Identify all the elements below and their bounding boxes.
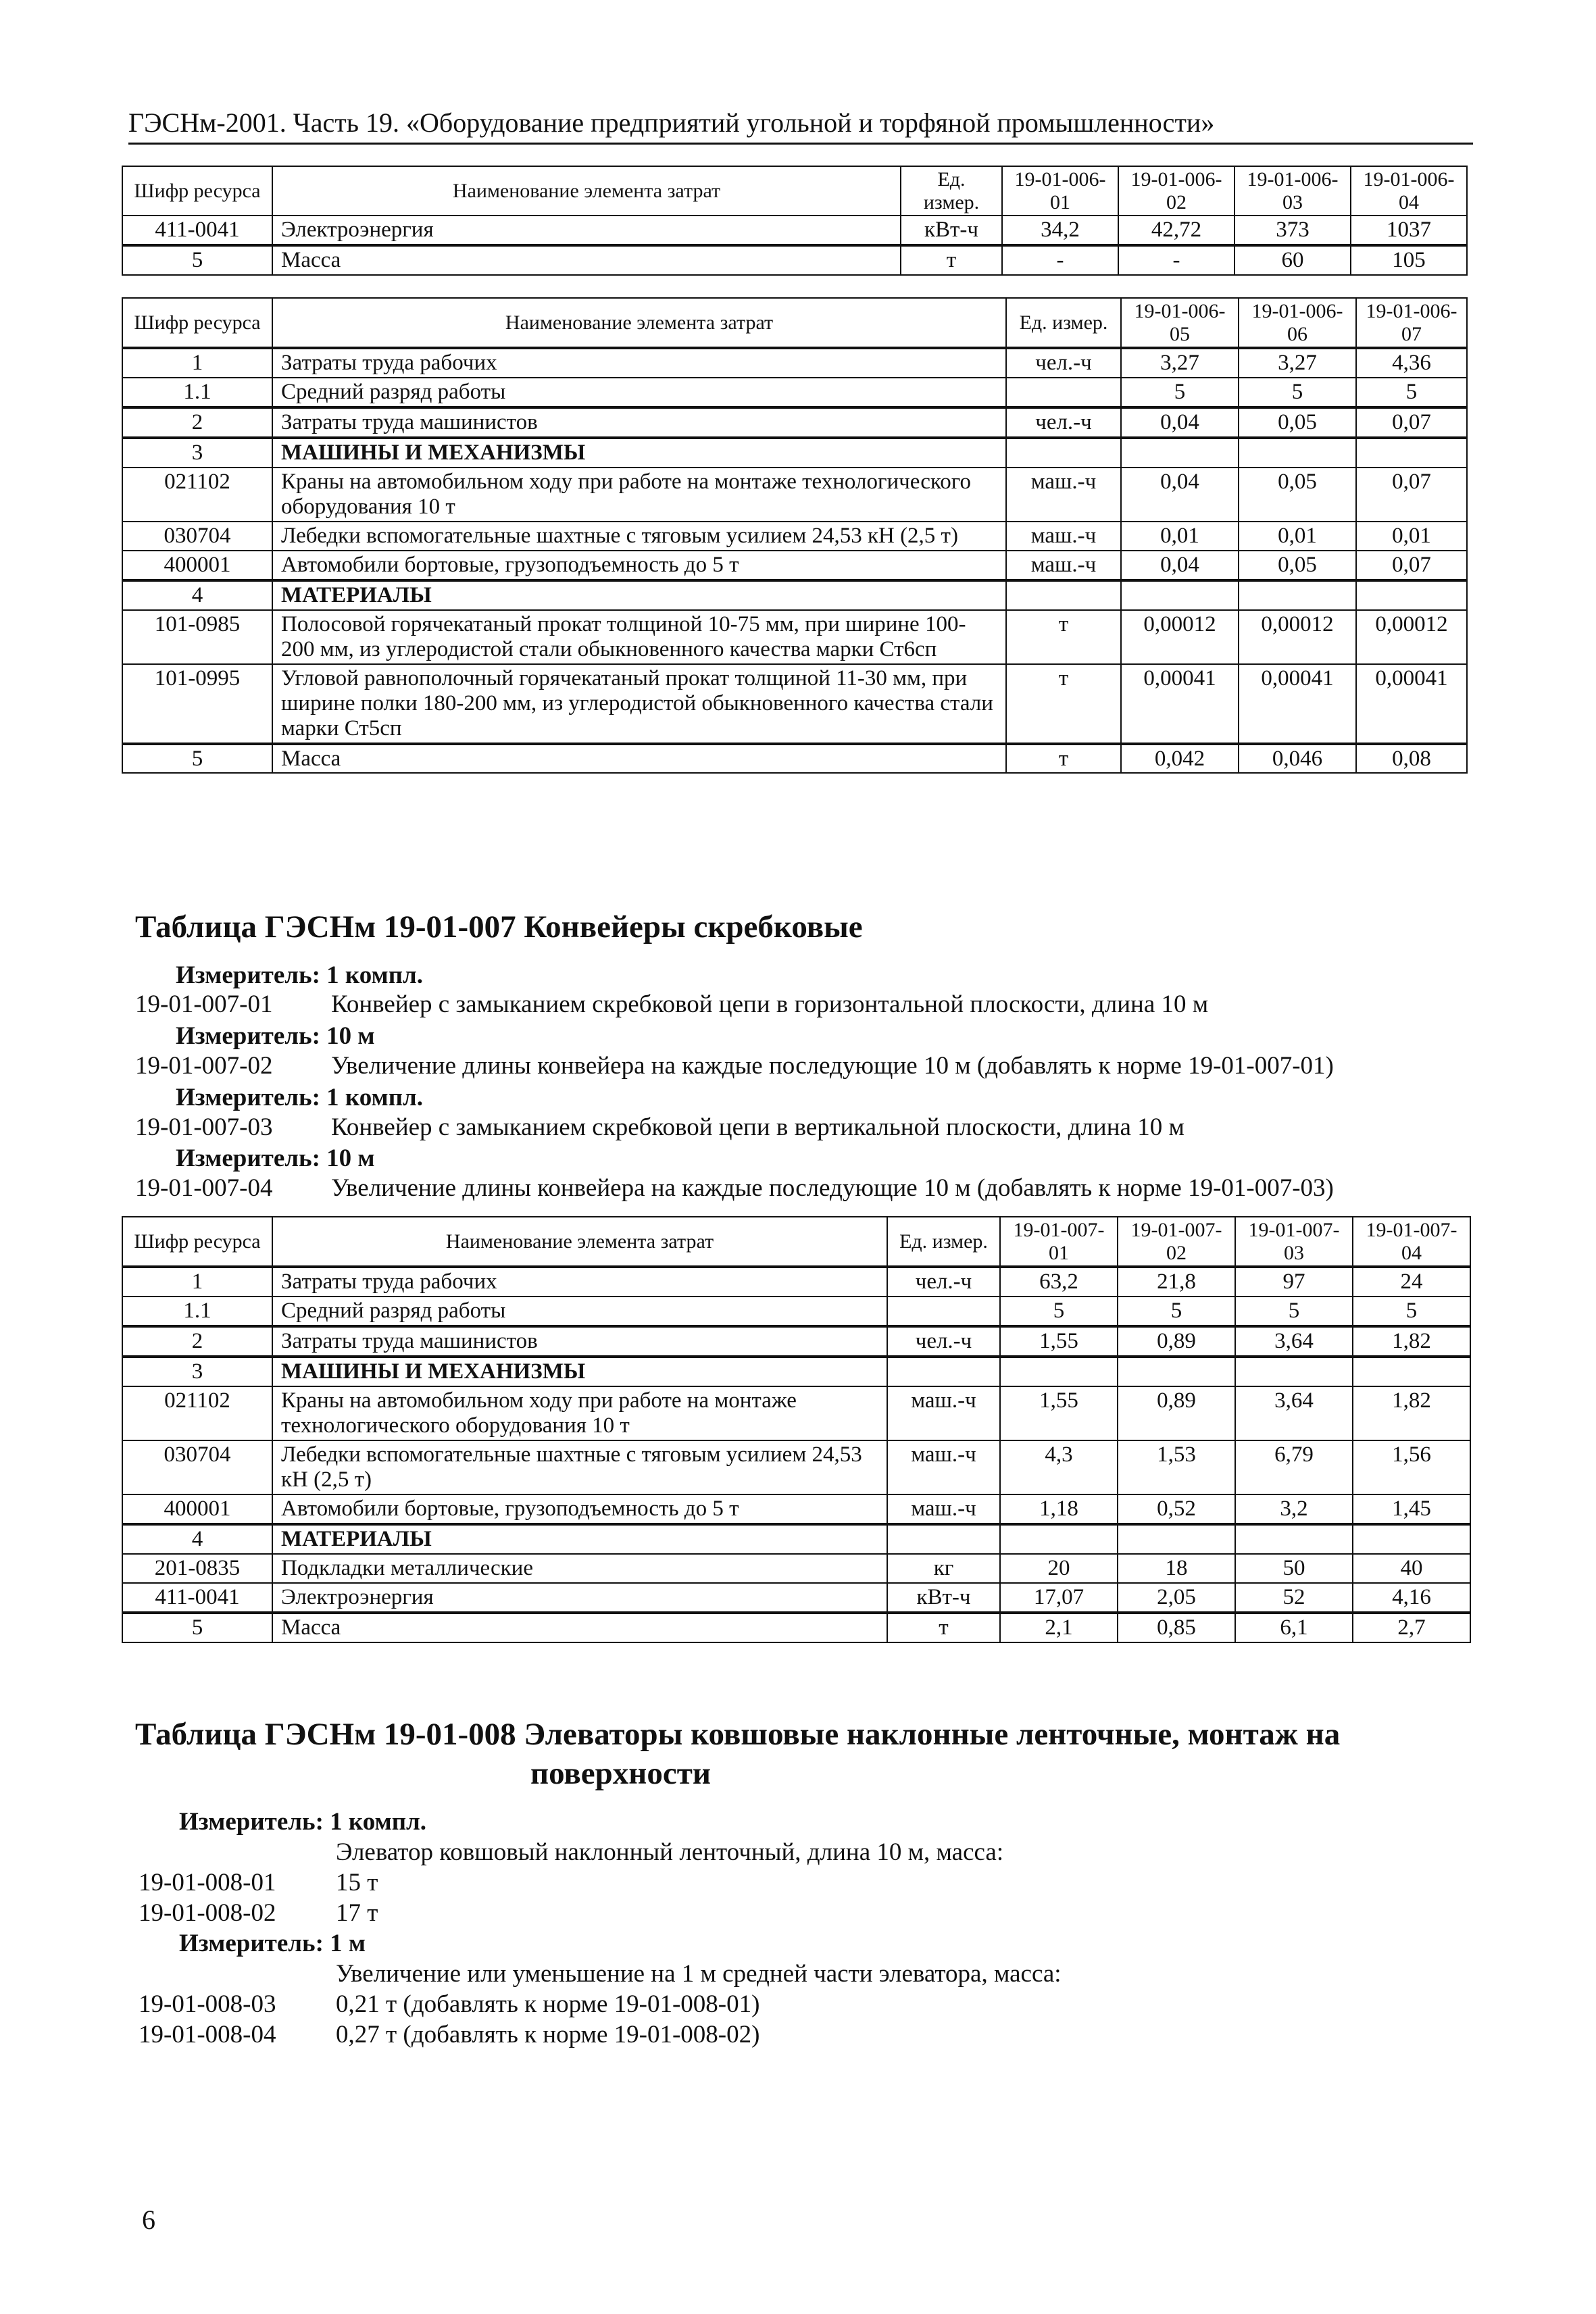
measure-label: Измеритель: 1 компл. bbox=[176, 1084, 424, 1111]
table-row bbox=[122, 216, 1467, 245]
measure-label: Измеритель: 1 компл. bbox=[176, 961, 424, 989]
resource-value: 1,82 bbox=[1353, 1386, 1470, 1440]
resource-code: 1 bbox=[122, 348, 272, 378]
table-row bbox=[122, 1494, 1470, 1524]
resource-value: 0,00012 bbox=[1121, 610, 1239, 664]
norm-line bbox=[139, 1898, 378, 1928]
resource-value: 0,01 bbox=[1356, 522, 1467, 551]
resource-value: 0,85 bbox=[1118, 1613, 1235, 1642]
resource-code: 021102 bbox=[122, 468, 272, 522]
resource-code: 1.1 bbox=[122, 1297, 272, 1326]
resource-name: Краны на автомобильном ходу при работе на монтаже технологического оборудования 10 т bbox=[272, 1386, 887, 1440]
section-title-008-cont: поверхности bbox=[530, 1756, 711, 1791]
resource-code: 400001 bbox=[122, 551, 272, 580]
table-row bbox=[122, 1583, 1470, 1613]
resource-code: 4 bbox=[122, 1524, 272, 1554]
resource-name: Затраты труда рабочих bbox=[272, 348, 1006, 378]
table-row bbox=[122, 1613, 1470, 1642]
norm-description: Элеватор ковшовый наклонный ленточный, длина 10 м, масса: bbox=[336, 1838, 1004, 1866]
resource-value: 3,27 bbox=[1239, 348, 1356, 378]
resource-unit: т bbox=[1006, 744, 1121, 774]
resource-value: 0,01 bbox=[1121, 522, 1239, 551]
resource-value: 42,72 bbox=[1118, 216, 1235, 245]
resource-name: МАТЕРИАЛЫ bbox=[272, 580, 1006, 610]
resource-value: 0,00041 bbox=[1239, 664, 1356, 744]
resource-value: 2,05 bbox=[1118, 1583, 1235, 1613]
resource-value: 52 bbox=[1235, 1583, 1353, 1613]
norm-text: Увеличение длины конвейера на каждые последующие 10 м (добавлять к норме 19-01-007-03) bbox=[331, 1174, 1334, 1202]
resource-value: 1037 bbox=[1351, 216, 1467, 245]
resource-value bbox=[1235, 1524, 1353, 1554]
resource-value: 0,04 bbox=[1121, 407, 1239, 438]
resource-unit: кВт-ч bbox=[901, 216, 1002, 245]
resource-name: Угловой равнополочный горячекатаный прокат толщиной 11-30 мм, при ширине полки 180-200 мм, из углеродистой обыкновенного качества стали марки Ст5сп bbox=[272, 664, 1006, 744]
resource-table-007 bbox=[122, 1216, 1471, 1643]
resource-value: 0,046 bbox=[1239, 744, 1356, 774]
resource-code: 201-0835 bbox=[122, 1554, 272, 1583]
resource-name: Масса bbox=[272, 1613, 887, 1642]
resource-value: 2,7 bbox=[1353, 1613, 1470, 1642]
resource-unit: маш.-ч bbox=[887, 1494, 1000, 1524]
resource-unit bbox=[887, 1297, 1000, 1326]
resource-code: 5 bbox=[122, 1613, 272, 1642]
col-unit-header: Ед. измер. bbox=[901, 166, 1002, 216]
table-row bbox=[122, 1326, 1470, 1357]
resource-name: Полосовой горячекатаный прокат толщиной 10-75 мм, при ширине 100-200 мм, из углеродистой стали обыкновенного качества марки Ст6сп bbox=[272, 610, 1006, 664]
table-row bbox=[122, 664, 1467, 744]
measure-label: Измеритель: 1 м bbox=[179, 1930, 366, 1957]
table-header-row bbox=[122, 1217, 1470, 1267]
col-code-header: Шифр ресурса bbox=[122, 1217, 272, 1267]
resource-value: 1,45 bbox=[1353, 1494, 1470, 1524]
measure-label: Измеритель: 10 м bbox=[176, 1145, 375, 1172]
resource-name: Затраты труда машинистов bbox=[272, 1326, 887, 1357]
resource-value: 1,53 bbox=[1118, 1440, 1235, 1494]
table-row bbox=[122, 1554, 1470, 1583]
resource-value: 105 bbox=[1351, 245, 1467, 275]
resource-table-006-05-07 bbox=[122, 297, 1468, 774]
resource-name: Подкладки металлические bbox=[272, 1554, 887, 1583]
resource-value: 3,27 bbox=[1121, 348, 1239, 378]
resource-value: 0,00041 bbox=[1356, 664, 1467, 744]
table-row bbox=[122, 1440, 1470, 1494]
resource-value: 0,07 bbox=[1356, 551, 1467, 580]
norm-text: Конвейер с замыканием скребковой цепи в горизонтальной плоскости, длина 10 м bbox=[331, 990, 1209, 1018]
norm-text: 15 т bbox=[336, 1869, 378, 1896]
resource-unit: маш.-ч bbox=[1006, 468, 1121, 522]
col-norm-header: 19-01-006-06 bbox=[1239, 298, 1356, 348]
page-header: ГЭСНм-2001. Часть 19. «Оборудование предприятий угольной и торфяной промышленности» bbox=[128, 107, 1473, 145]
norm-code: 19-01-007-04 bbox=[135, 1174, 273, 1202]
norm-code: 19-01-007-02 bbox=[135, 1052, 273, 1080]
col-norm-header: 19-01-006-01 bbox=[1002, 166, 1118, 216]
col-code-header: Шифр ресурса bbox=[122, 298, 272, 348]
resource-value: 4,3 bbox=[1000, 1440, 1118, 1494]
resource-code: 021102 bbox=[122, 1386, 272, 1440]
resource-name: Масса bbox=[272, 744, 1006, 774]
table-row bbox=[122, 610, 1467, 664]
resource-unit bbox=[887, 1524, 1000, 1554]
norm-line bbox=[135, 1174, 1334, 1203]
resource-name: Масса bbox=[272, 245, 901, 275]
resource-value: 0,07 bbox=[1356, 468, 1467, 522]
norm-line bbox=[135, 1113, 1184, 1142]
norm-description: Увеличение или уменьшение на 1 м средней части элеватора, масса: bbox=[336, 1960, 1062, 1988]
norm-code: 19-01-008-01 bbox=[139, 1869, 276, 1896]
resource-value: 21,8 bbox=[1118, 1267, 1235, 1297]
norm-code: 19-01-007-01 bbox=[135, 990, 273, 1018]
col-norm-header: 19-01-006-07 bbox=[1356, 298, 1467, 348]
col-norm-header: 19-01-007-03 bbox=[1235, 1217, 1353, 1267]
section-title-007: Таблица ГЭСНм 19-01-007 Конвейеры скребковые bbox=[135, 909, 863, 945]
resource-name: МАШИНЫ И МЕХАНИЗМЫ bbox=[272, 1357, 887, 1386]
resource-value: 0,04 bbox=[1121, 551, 1239, 580]
resource-value: 0,00012 bbox=[1356, 610, 1467, 664]
resource-value: 5 bbox=[1356, 378, 1467, 407]
resource-value: 34,2 bbox=[1002, 216, 1118, 245]
resource-value: 0,05 bbox=[1239, 468, 1356, 522]
norm-code: 19-01-008-03 bbox=[139, 1990, 276, 2018]
resource-unit bbox=[1006, 438, 1121, 468]
table-row bbox=[122, 348, 1467, 378]
norm-code: 19-01-008-02 bbox=[139, 1899, 276, 1927]
table-row bbox=[122, 1386, 1470, 1440]
col-code-header: Шифр ресурса bbox=[122, 166, 272, 216]
resource-unit: маш.-ч bbox=[887, 1440, 1000, 1494]
resource-value: 1,18 bbox=[1000, 1494, 1118, 1524]
norm-line bbox=[135, 990, 1208, 1019]
resource-value bbox=[1239, 580, 1356, 610]
resource-value: 0,52 bbox=[1118, 1494, 1235, 1524]
table-row bbox=[122, 438, 1467, 468]
resource-value: 0,042 bbox=[1121, 744, 1239, 774]
table-row bbox=[122, 744, 1467, 774]
resource-value: - bbox=[1118, 245, 1235, 275]
col-unit-header: Ед. измер. bbox=[887, 1217, 1000, 1267]
resource-value: 6,79 bbox=[1235, 1440, 1353, 1494]
norm-text: Конвейер с замыканием скребковой цепи в вертикальной плоскости, длина 10 м bbox=[331, 1113, 1184, 1141]
resource-unit: чел.-ч bbox=[1006, 348, 1121, 378]
resource-value: 60 bbox=[1235, 245, 1351, 275]
table-row bbox=[122, 1297, 1470, 1326]
resource-table-006-01-04 bbox=[122, 166, 1468, 276]
resource-value: 97 bbox=[1235, 1267, 1353, 1297]
resource-code: 4 bbox=[122, 580, 272, 610]
resource-code: 411-0041 bbox=[122, 216, 272, 245]
resource-code: 3 bbox=[122, 438, 272, 468]
resource-unit: чел.-ч bbox=[887, 1267, 1000, 1297]
resource-unit: т bbox=[1006, 610, 1121, 664]
resource-value bbox=[1239, 438, 1356, 468]
resource-unit: маш.-ч bbox=[887, 1386, 1000, 1440]
norm-code: 19-01-007-03 bbox=[135, 1113, 273, 1141]
col-name-header: Наименование элемента затрат bbox=[272, 1217, 887, 1267]
measure-label: Измеритель: 10 м bbox=[176, 1022, 375, 1050]
resource-value: 5 bbox=[1239, 378, 1356, 407]
resource-value: 5 bbox=[1235, 1297, 1353, 1326]
resource-name: МАШИНЫ И МЕХАНИЗМЫ bbox=[272, 438, 1006, 468]
resource-value: 5 bbox=[1118, 1297, 1235, 1326]
resource-name: Автомобили бортовые, грузоподъемность до 5 т bbox=[272, 1494, 887, 1524]
resource-value bbox=[1356, 438, 1467, 468]
resource-value bbox=[1353, 1524, 1470, 1554]
resource-unit: чел.-ч bbox=[887, 1326, 1000, 1357]
resource-code: 2 bbox=[122, 407, 272, 438]
resource-name: Краны на автомобильном ходу при работе на монтаже технологического оборудования 10 т bbox=[272, 468, 1006, 522]
resource-unit: маш.-ч bbox=[1006, 522, 1121, 551]
col-name-header: Наименование элемента затрат bbox=[272, 166, 901, 216]
resource-value: 1,82 bbox=[1353, 1326, 1470, 1357]
resource-unit: т bbox=[901, 245, 1002, 275]
section-title-008: Таблица ГЭСНм 19-01-008 Элеваторы ковшовые наклонные ленточные, монтаж на bbox=[135, 1717, 1341, 1752]
col-norm-header: 19-01-006-03 bbox=[1235, 166, 1351, 216]
resource-unit: чел.-ч bbox=[1006, 407, 1121, 438]
resource-value: 5 bbox=[1353, 1297, 1470, 1326]
resource-code: 101-0985 bbox=[122, 610, 272, 664]
resource-value: 0,01 bbox=[1239, 522, 1356, 551]
resource-value: 6,1 bbox=[1235, 1613, 1353, 1642]
resource-unit: кВт-ч bbox=[887, 1583, 1000, 1613]
resource-value bbox=[1356, 580, 1467, 610]
resource-value: 1,55 bbox=[1000, 1386, 1118, 1440]
resource-value: 63,2 bbox=[1000, 1267, 1118, 1297]
norm-line bbox=[135, 1051, 1334, 1080]
resource-value: 0,05 bbox=[1239, 407, 1356, 438]
table-header-row bbox=[122, 166, 1467, 216]
resource-code: 1.1 bbox=[122, 378, 272, 407]
resource-value: 18 bbox=[1118, 1554, 1235, 1583]
resource-code: 030704 bbox=[122, 1440, 272, 1494]
table-row bbox=[122, 1357, 1470, 1386]
resource-unit bbox=[887, 1357, 1000, 1386]
resource-unit bbox=[1006, 378, 1121, 407]
page-number: 6 bbox=[142, 2205, 155, 2235]
resource-code: 400001 bbox=[122, 1494, 272, 1524]
table-row bbox=[122, 468, 1467, 522]
resource-value: 0,89 bbox=[1118, 1386, 1235, 1440]
resource-code: 101-0995 bbox=[122, 664, 272, 744]
resource-value: 0,08 bbox=[1356, 744, 1467, 774]
resource-name: Затраты труда машинистов bbox=[272, 407, 1006, 438]
resource-value bbox=[1118, 1524, 1235, 1554]
resource-code: 5 bbox=[122, 245, 272, 275]
resource-name: МАТЕРИАЛЫ bbox=[272, 1524, 887, 1554]
col-norm-header: 19-01-007-02 bbox=[1118, 1217, 1235, 1267]
norm-line bbox=[139, 2020, 759, 2049]
norm-code: 19-01-008-04 bbox=[139, 2021, 276, 2048]
resource-name: Автомобили бортовые, грузоподъемность до 5 т bbox=[272, 551, 1006, 580]
resource-value bbox=[1000, 1357, 1118, 1386]
table-row bbox=[122, 378, 1467, 407]
col-norm-header: 19-01-007-01 bbox=[1000, 1217, 1118, 1267]
col-name-header: Наименование элемента затрат bbox=[272, 298, 1006, 348]
resource-value bbox=[1000, 1524, 1118, 1554]
resource-value: 0,07 bbox=[1356, 407, 1467, 438]
resource-name: Электроэнергия bbox=[272, 216, 901, 245]
resource-value bbox=[1121, 580, 1239, 610]
resource-name: Средний разряд работы bbox=[272, 1297, 887, 1326]
col-norm-header: 19-01-006-04 bbox=[1351, 166, 1467, 216]
norm-line bbox=[139, 1868, 378, 1897]
resource-value: 373 bbox=[1235, 216, 1351, 245]
table-row bbox=[122, 522, 1467, 551]
resource-name: Затраты труда рабочих bbox=[272, 1267, 887, 1297]
resource-value: 0,00041 bbox=[1121, 664, 1239, 744]
resource-code: 2 bbox=[122, 1326, 272, 1357]
norm-text: Увеличение длины конвейера на каждые последующие 10 м (добавлять к норме 19-01-007-01) bbox=[331, 1052, 1334, 1080]
resource-code: 030704 bbox=[122, 522, 272, 551]
resource-value: 4,16 bbox=[1353, 1583, 1470, 1613]
resource-code: 1 bbox=[122, 1267, 272, 1297]
resource-name: Лебедки вспомогательные шахтные с тяговым усилием 24,53 кН (2,5 т) bbox=[272, 522, 1006, 551]
resource-value bbox=[1121, 438, 1239, 468]
resource-unit: т bbox=[887, 1613, 1000, 1642]
resource-value: 0,89 bbox=[1118, 1326, 1235, 1357]
table-header-row bbox=[122, 298, 1467, 348]
norm-text: 17 т bbox=[336, 1899, 378, 1927]
table-row bbox=[122, 1267, 1470, 1297]
resource-value: 20 bbox=[1000, 1554, 1118, 1583]
resource-value: 0,00012 bbox=[1239, 610, 1356, 664]
resource-value: 0,05 bbox=[1239, 551, 1356, 580]
col-norm-header: 19-01-006-05 bbox=[1121, 298, 1239, 348]
table-row bbox=[122, 245, 1467, 275]
resource-value: 0,04 bbox=[1121, 468, 1239, 522]
resource-value: 24 bbox=[1353, 1267, 1470, 1297]
resource-value: 50 bbox=[1235, 1554, 1353, 1583]
resource-value bbox=[1118, 1357, 1235, 1386]
resource-value: 3,2 bbox=[1235, 1494, 1353, 1524]
col-norm-header: 19-01-006-02 bbox=[1118, 166, 1235, 216]
resource-value: 5 bbox=[1000, 1297, 1118, 1326]
table-row bbox=[122, 407, 1467, 438]
resource-value: 1,55 bbox=[1000, 1326, 1118, 1357]
table-row bbox=[122, 551, 1467, 580]
resource-unit: кг bbox=[887, 1554, 1000, 1583]
resource-value: 1,56 bbox=[1353, 1440, 1470, 1494]
resource-value: 17,07 bbox=[1000, 1583, 1118, 1613]
resource-code: 3 bbox=[122, 1357, 272, 1386]
resource-name: Электроэнергия bbox=[272, 1583, 887, 1613]
norm-line bbox=[139, 1990, 759, 2019]
resource-value: 3,64 bbox=[1235, 1386, 1353, 1440]
col-unit-header: Ед. измер. bbox=[1006, 298, 1121, 348]
norm-text: 0,21 т (добавлять к норме 19-01-008-01) bbox=[336, 1990, 760, 2018]
resource-name: Средний разряд работы bbox=[272, 378, 1006, 407]
resource-value: 2,1 bbox=[1000, 1613, 1118, 1642]
table-row bbox=[122, 580, 1467, 610]
resource-value: 4,36 bbox=[1356, 348, 1467, 378]
resource-value: 3,64 bbox=[1235, 1326, 1353, 1357]
col-norm-header: 19-01-007-04 bbox=[1353, 1217, 1470, 1267]
table-row bbox=[122, 1524, 1470, 1554]
resource-value: - bbox=[1002, 245, 1118, 275]
norm-text: 0,27 т (добавлять к норме 19-01-008-02) bbox=[336, 2021, 760, 2048]
resource-name: Лебедки вспомогательные шахтные с тяговым усилием 24,53 кН (2,5 т) bbox=[272, 1440, 887, 1494]
resource-value: 40 bbox=[1353, 1554, 1470, 1583]
resource-value bbox=[1235, 1357, 1353, 1386]
resource-value bbox=[1353, 1357, 1470, 1386]
measure-label: Измеритель: 1 компл. bbox=[179, 1808, 427, 1836]
resource-code: 5 bbox=[122, 744, 272, 774]
resource-value: 5 bbox=[1121, 378, 1239, 407]
resource-code: 411-0041 bbox=[122, 1583, 272, 1613]
resource-unit bbox=[1006, 580, 1121, 610]
resource-unit: маш.-ч bbox=[1006, 551, 1121, 580]
resource-unit: т bbox=[1006, 664, 1121, 744]
